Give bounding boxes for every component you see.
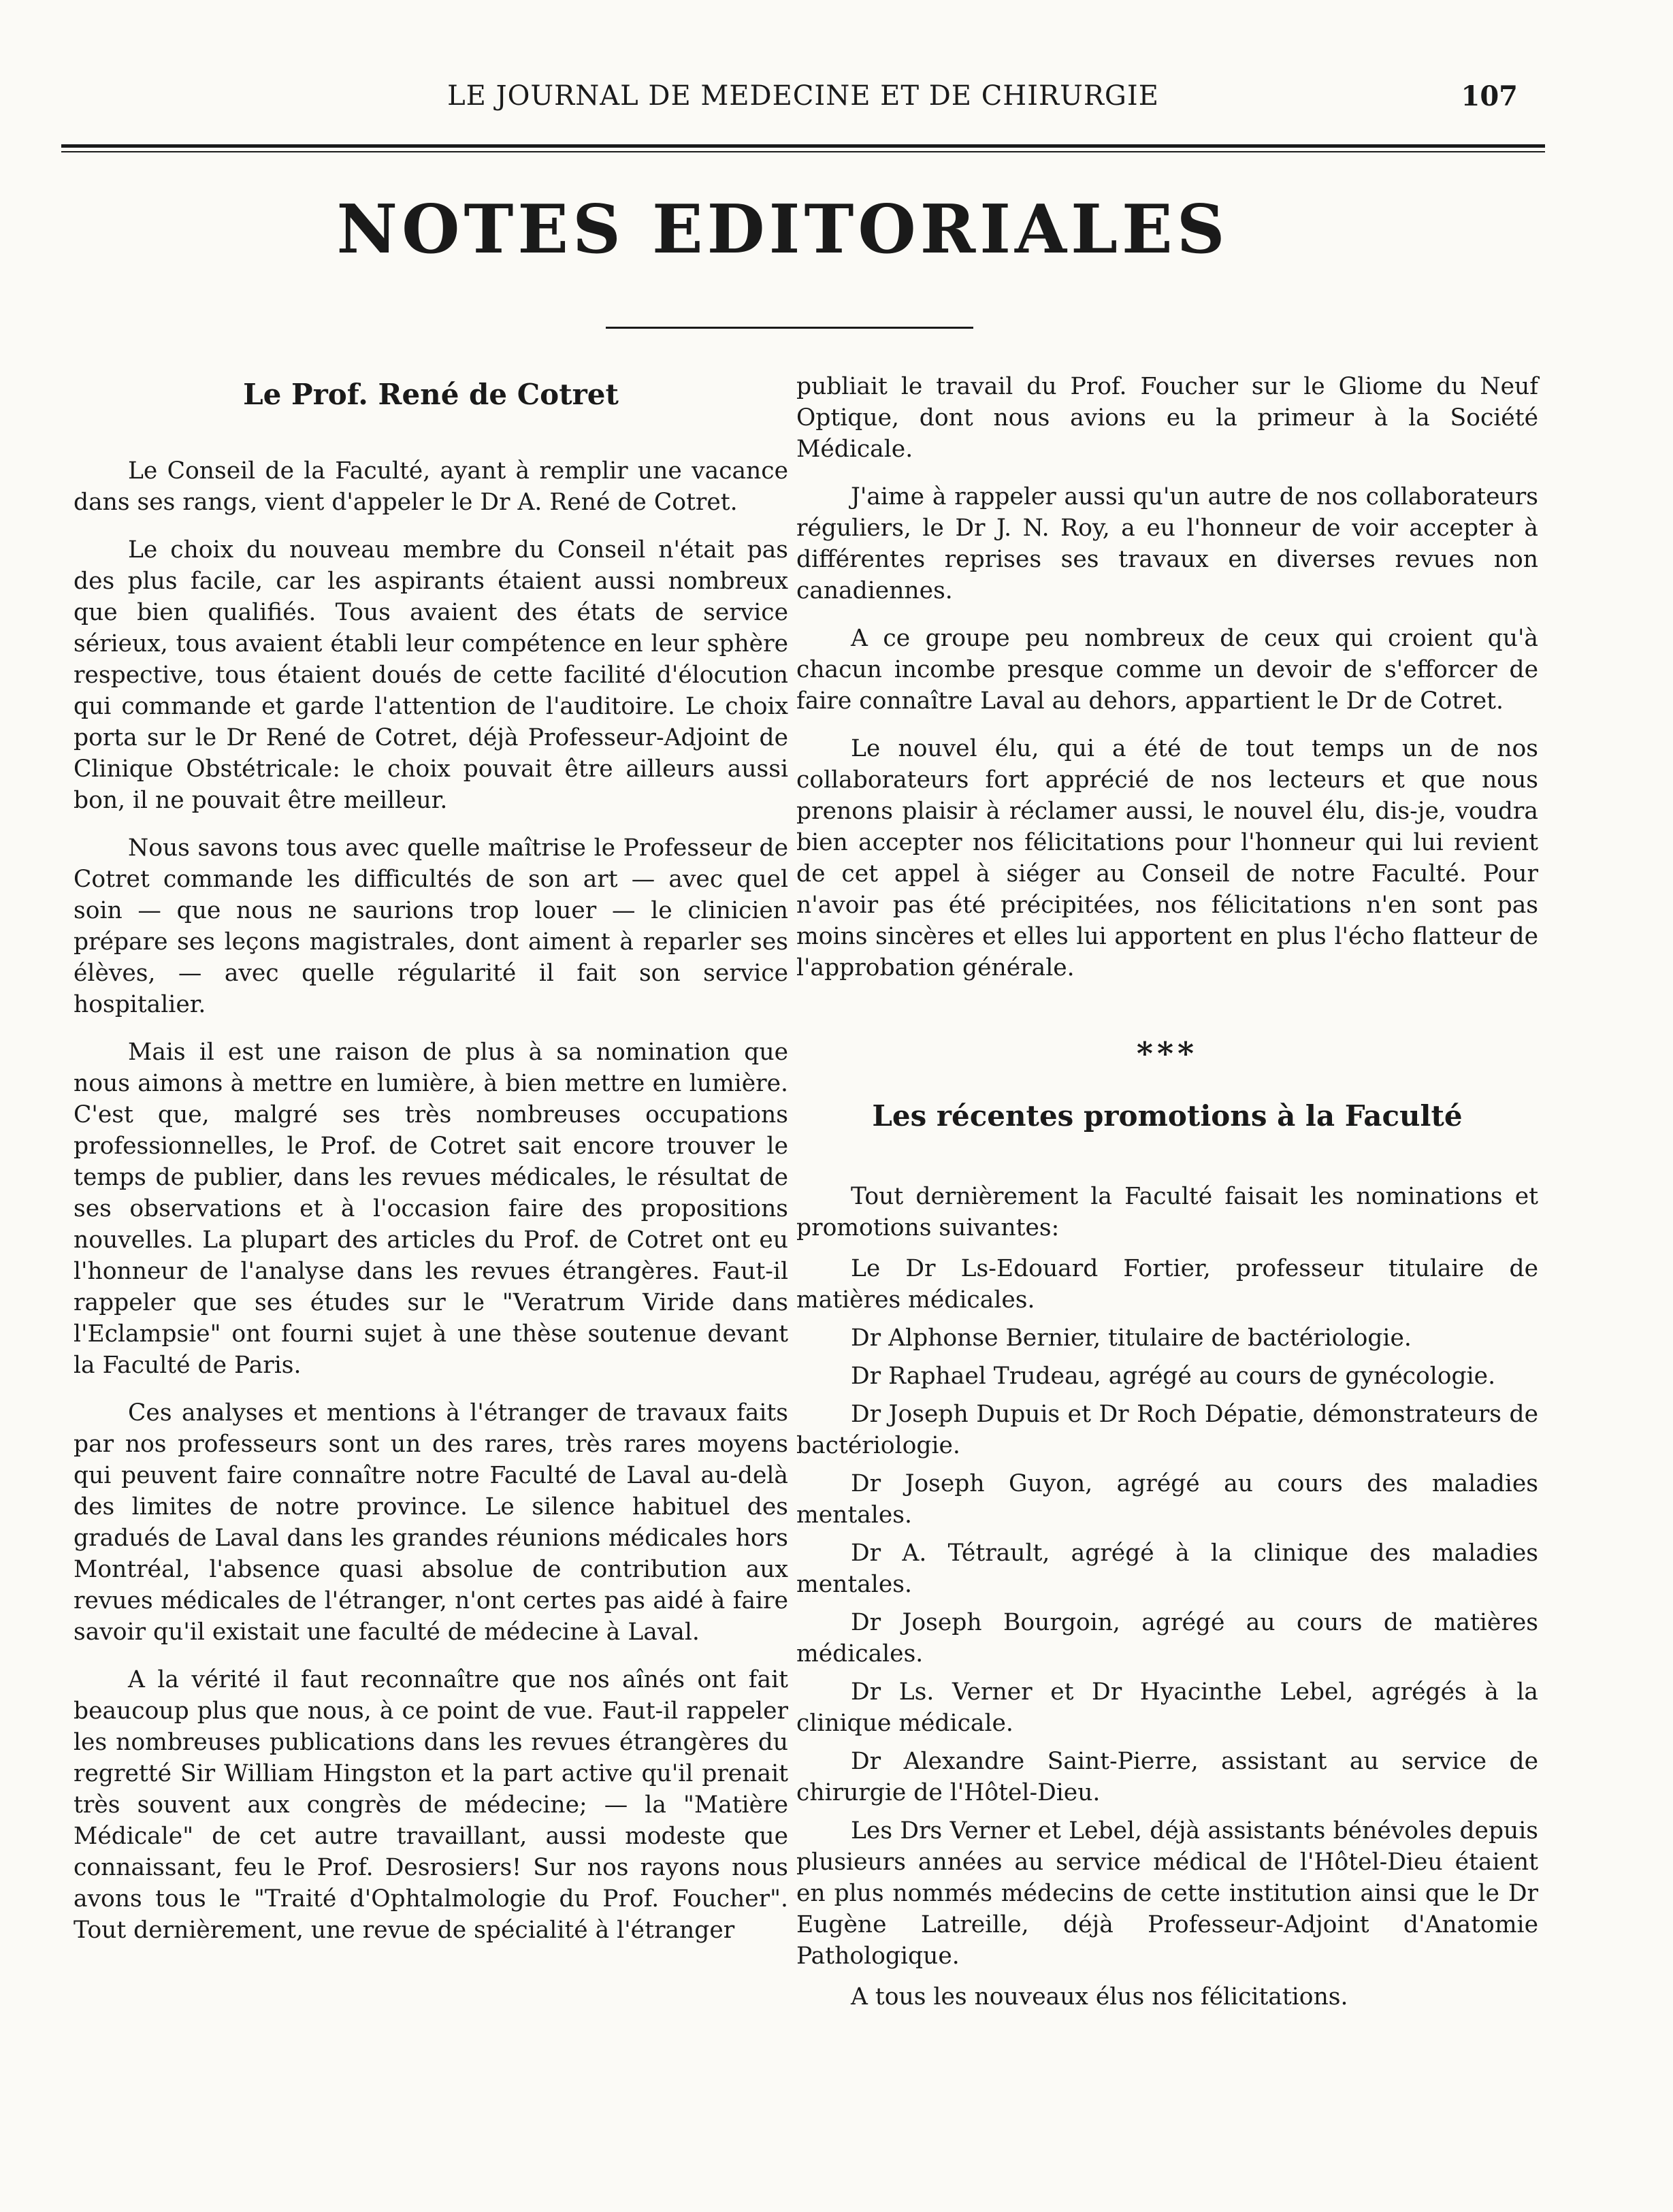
promotions-intro: Tout dernièrement la Faculté faisait les nominations et promotions suivantes: <box>796 1183 1538 1241</box>
nomination-item: Dr Joseph Dupuis et Dr Roch Dépatie, démonstrateurs de bactériologie. <box>796 1401 1538 1459</box>
page-title: NOTES EDITORIALES <box>336 191 1229 269</box>
paragraph: A ce groupe peu nombreux de ceux qui croient qu'à chacun incombe presque comme un devoir de s'efforcer de faire connaître Laval au dehors, appartient le Dr de Cotret. <box>796 625 1538 715</box>
nomination-item: Dr Ls. Verner et Dr Hyacinthe Lebel, agrégés à la clinique médicale. <box>796 1678 1538 1737</box>
left-column <box>74 371 788 1962</box>
nomination-item: Le Dr Ls-Edouard Fortier, professeur titulaire de matières médicales. <box>796 1255 1538 1314</box>
paragraph: publiait le travail du Prof. Foucher sur le Gliome du Neuf Optique, dont nous avions eu la primeur à la Société Médicale. <box>796 373 1538 463</box>
final-line: A tous les nouveaux élus nos félicitations. <box>851 1983 1348 2011</box>
nomination-item: Dr A. Tétrault, agrégé à la clinique des maladies mentales. <box>796 1540 1538 1598</box>
paragraph: Le choix du nouveau membre du Conseil n'était pas des plus facile, car les aspirants étaient aussi nombreux que bien qualifiés. Tous avaient des états de service sérieux, tous avaient établi leur compétence en leur sphère respective, tous étaient doués de cette facilité d'élocution qui commande et garde l'attention de l'auditoire. Le choix porta sur le Dr René de Cotret, déjà Professeur-Adjoint de Clinique Obstétricale: le choix pouvait être ailleurs aussi bon, il ne pouvait être meilleur. <box>74 536 788 814</box>
right-column <box>796 371 1538 2022</box>
journal-title: LE JOURNAL DE MEDECINE ET DE CHIRURGIE <box>447 80 1159 112</box>
nomination-item: Dr Joseph Bourgoin, agrégé au cours de matières médicales. <box>796 1609 1538 1668</box>
paragraph: A la vérité il faut reconnaître que nos aînés ont fait beaucoup plus que nous, à ce point de vue. Faut-il rappeler les nombreuses publications dans les revues étrangères du regretté Sir William Hingston et la part active qu'il prenait très souvent aux congrès de médecine; — la "Matière Médicale" de cet autre travaillant, aussi modeste que connaissant, feu le Prof. Desrosiers! Sur nos rayons nous avons tous le "Traité d'Ophtalmologie du Prof. Foucher". Tout dernièrement, une revue de spécialité à l'étranger <box>74 1666 788 1944</box>
article-heading-cotret: Le Prof. René de Cotret <box>243 378 619 411</box>
paragraph: J'aime à rappeler aussi qu'un autre de nos collaborateurs réguliers, le Dr J. N. Roy, a eu l'honneur de voir accepter à différentes reprises ses travaux en diverses revues non canadiennes. <box>796 483 1538 604</box>
page-number: 107 <box>1461 80 1518 112</box>
paragraph: Ces analyses et mentions à l'étranger de travaux faits par nos professeurs sont un des rares, très rares moyens qui peuvent faire connaître notre Faculté de Laval au-delà des limites de notre province. Le silence habituel des gradués de Laval dans les grandes réunions médicales hors Montréal, l'absence quasi absolue de contribution aux revues médicales de l'étranger, n'ont certes pas aidé à faire savoir qu'il existait une faculté de médecine à Laval. <box>74 1399 788 1646</box>
nomination-item: Dr Joseph Guyon, agrégé au cours des maladies mentales. <box>796 1470 1538 1529</box>
header-rule <box>61 144 1545 148</box>
nomination-item: Dr Alexandre Saint-Pierre, assistant au service de chirurgie de l'Hôtel-Dieu. <box>796 1748 1538 1806</box>
article-heading-promotions: Les récentes promotions à la Faculté <box>872 1099 1463 1133</box>
paragraph: Nous savons tous avec quelle maîtrise le Professeur de Cotret commande les difficultés de son art — avec quel soin — que nous ne saurions trop louer — le clinicien prépare ses leçons magistrales, dont aiment à reparler ses élèves, — avec quelle régularité il fait son service hospitalier. <box>74 834 788 1018</box>
nomination-item: Dr Raphael Trudeau, agrégé au cours de gynécologie. <box>851 1363 1496 1390</box>
title-divider <box>606 327 973 329</box>
paragraph: Le Conseil de la Faculté, ayant à remplir une vacance dans ses rangs, vient d'appeler le Dr A. René de Cotret. <box>74 457 788 516</box>
paragraph: Le nouvel élu, qui a été de tout temps un de nos collaborateurs fort apprécié de nos lecteurs et que nous prenons plaisir à réclamer aussi, le nouvel élu, dis-je, voudra bien accepter nos félicitations pour l'honneur qui lui revient de cet appel à siéger au Conseil de notre Faculté. Pour n'avoir pas été précipitées, nos félicitations n'en sont pas moins sincères et elles lui apportent en plus l'écho flatteur de l'approbation générale. <box>796 735 1538 981</box>
section-separator: *** <box>1136 1035 1199 1072</box>
closing-paragraph: Les Drs Verner et Lebel, déjà assistants bénévoles depuis plusieurs années au service médical de l'Hôtel-Dieu étaient en plus nommés médecins de cette institution ainsi que le Dr Eugène Latreille, déjà Professeur-Adjoint d'Anatomie Pathologique. <box>796 1817 1538 1970</box>
header-rule-thin <box>61 151 1545 152</box>
nomination-item: Dr Alphonse Bernier, titulaire de bactériologie. <box>851 1324 1412 1352</box>
paragraph: Mais il est une raison de plus à sa nomination que nous aimons à mettre en lumière, à bien mettre en lumière. C'est que, malgré ses très nombreuses occupations professionnelles, le Prof. de Cotret sait encore trouver le temps de publier, dans les revues médicales, le résultat de ses observations et à l'occasion faire des propositions nouvelles. La plupart des articles du Prof. de Cotret ont eu l'honneur de l'analyse dans les revues étrangères. Faut-il rappeler que ses études sur le "Veratrum Viride dans l'Eclampsie" ont fourni sujet à une thèse soutenue devant la Faculté de Paris. <box>74 1039 788 1379</box>
running-header <box>61 80 1545 128</box>
